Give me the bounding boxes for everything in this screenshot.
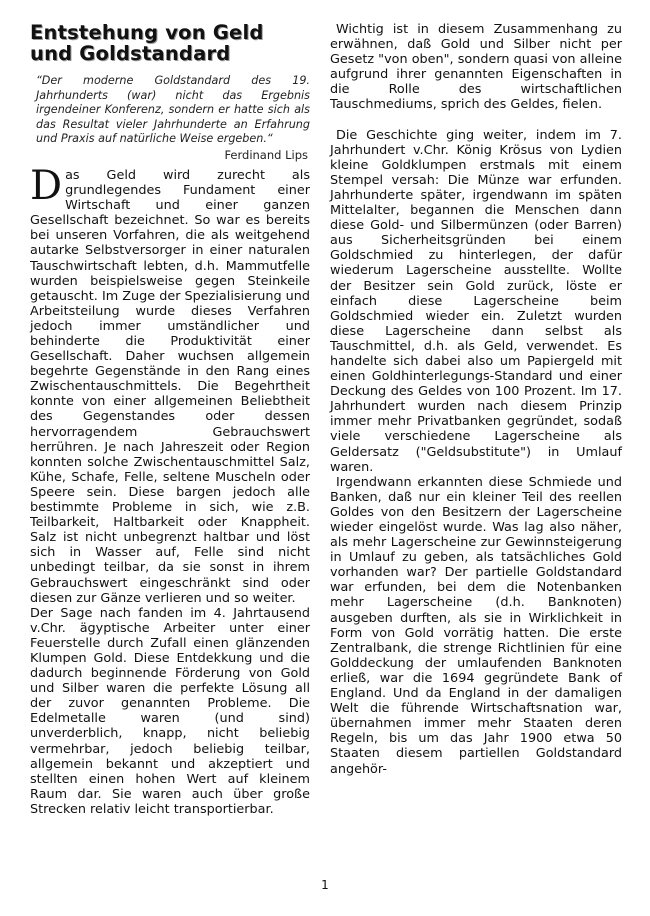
paragraph-gold-discovery: Der Sage nach fanden im 4. Jahrtausend v.Chr. ägyptische Arbeiter unter einer Feuerstelle durch Zufall einen glänzenden Klumpen Gold. Diese Entdekkung und die dadurch beginnende Förderung von Gold und Silber waren die perfekte Lösung all der zuvor genannten Probleme. Die Edelmetalle waren (und sind) unverderblich, knapp, nicht beliebig vermehrbar, jedoch beliebig teilbar, allgemein bekannt und akzeptiert und stellten einen hohen Wert auf kleinem Raum dar. Sie waren auch über große Strecken relativ leicht transportierbar. (30, 605, 310, 817)
paragraph-intro (30, 162, 310, 606)
paragraph-gold-silver-role: Wichtig ist in diesem Zusammenhang zu erwähnen, daß Gold und Silber nicht per Gesetz "von oben", sondern quasi von alleine aufgrund ihrer genannten Eigenschaften in die Rolle des wirtschaftlichen Tauschmediums, sprich des Geldes, fielen. (330, 22, 622, 113)
paragraph-intro-text: as Geld wird zurecht als grundlegendes Fundament einer Wirtschaft und einer ganzen Gesellschaft bezeichnet. So war es bereits bei unseren Vorfahren, die als weitgehend autarke Selbstversorger in einer naturalen Tauschwirtschaft lebten, d.h. Mammutfelle wurden beispielsweise gegen Steinkeile getauscht. Im Zuge der Spezialisierung und Arbeitsteilung wurde dieses Verfahren jedoch immer umständlicher und behinderte die Produktivität einer Gesellschaft. Daher wuchsen allgemein begehrte Gegenstände in den Rang eines Zwischentauschmittels. Die Begehrtheit konnte von einer allgemeinen Beliebtheit des Gegenstandes oder dessen hervorragendem Gebrauchswert herrühren. Je nach Jahreszeit oder Region konnten solche Zwischentauschmittel Salz, Kühe, Schafe, Felle, seltene Muscheln oder Speere sein. Diese bargen jedoch alle bestimmte Probleme in sich, wie z.B. Teilbarkeit, Haltbarkeit oder Knappheit. Salz ist nicht unbegrenzt haltbar und löst sich in Wasser auf, Felle sind nicht unbedingt teilbar, da sie sonst in ihrem Gebrauchswert eingeschränkt sind oder diesen zur Gänze verlieren und so weiter. (30, 167, 310, 606)
left-column (30, 22, 310, 817)
epigraph-quote: “Der moderne Goldstandard des 19. Jahrhunderts (war) nicht das Ergebnis irgendeiner Konferenz, sondern er hatte sich als das Resultat vieler Jahrhunderte an Erfahrung und Praxis auf natürliche Weise ergeben.“ (36, 74, 310, 146)
paragraph-coin-history: Die Geschichte ging weiter, indem im 7. Jahrhundert v.Chr. König Krösus von Lydien kleine Goldklumpen erstmals mit einem Stempel versah: Die Münze war erfunden. Jahrhunderte später, irgendwann im späten Mittelalter, begannen die Menschen dann diese Gold- und Silbermünzen (oder Barren) aus Sicherheitsgründen bei einem Goldschmied zu hinterlegen, der dafür wiederum Lagerscheine ausstellte. Wollte der Besitzer sein Gold zurück, löste er einfach diese Lagerscheine beim Goldschmied wieder ein. Zuletzt wurden diese Lagerscheine dann selbst als Tauschmittel, d.h. als Geld, verwendet. Es handelte sich dabei also um Papiergeld mit einen Goldhinterlegungs-Standard und einer Deckung des Geldes von 100 Prozent. Im 17. Jahrhundert wurden nach diesem Prinzip immer mehr Privatbanken gegründet, sodaß viele verschiedene Lagerscheine als Geldersatz ("Geldsubstitute") in Umlauf waren. (330, 127, 622, 475)
page-number: 1 (321, 878, 329, 892)
paragraph-partial-standard: Irgendwann erkannten diese Schmiede und Banken, daß nur ein kleiner Teil des reellen Goldes von den Besitzern der Lagerscheine wieder eingelöst wurde. Was lag also näher, als mehr Lagerscheine zur Gewinnsteigerung in Umlauf zu geben, als tatsächliches Gold vorhanden war? Der partielle Goldstandard war erfunden, bei dem die Notenbanken mehr Lagerscheine (d.h. Banknoten) ausgeben durften, als sie in Wirklichkeit in Form von Gold vorrätig hatten. Die erste Zentralbank, die strenge Richtlinien für eine Golddeckung der umlaufenden Banknoten erließ, war die 1694 gegründete Bank of England. Und da England in der damaligen Welt die führende Wirtschaftsnation war, übernahmen immer mehr Staaten deren Regeln, bis um das Jahr 1900 etwa 50 Staaten diesem partiellen Goldstandard angehör- (330, 474, 622, 777)
right-column (330, 22, 622, 777)
article-title: Entstehung von Geld und Goldstandard (30, 21, 264, 65)
drop-cap: D (30, 162, 63, 209)
epigraph-author: Ferdinand Lips (224, 147, 308, 162)
